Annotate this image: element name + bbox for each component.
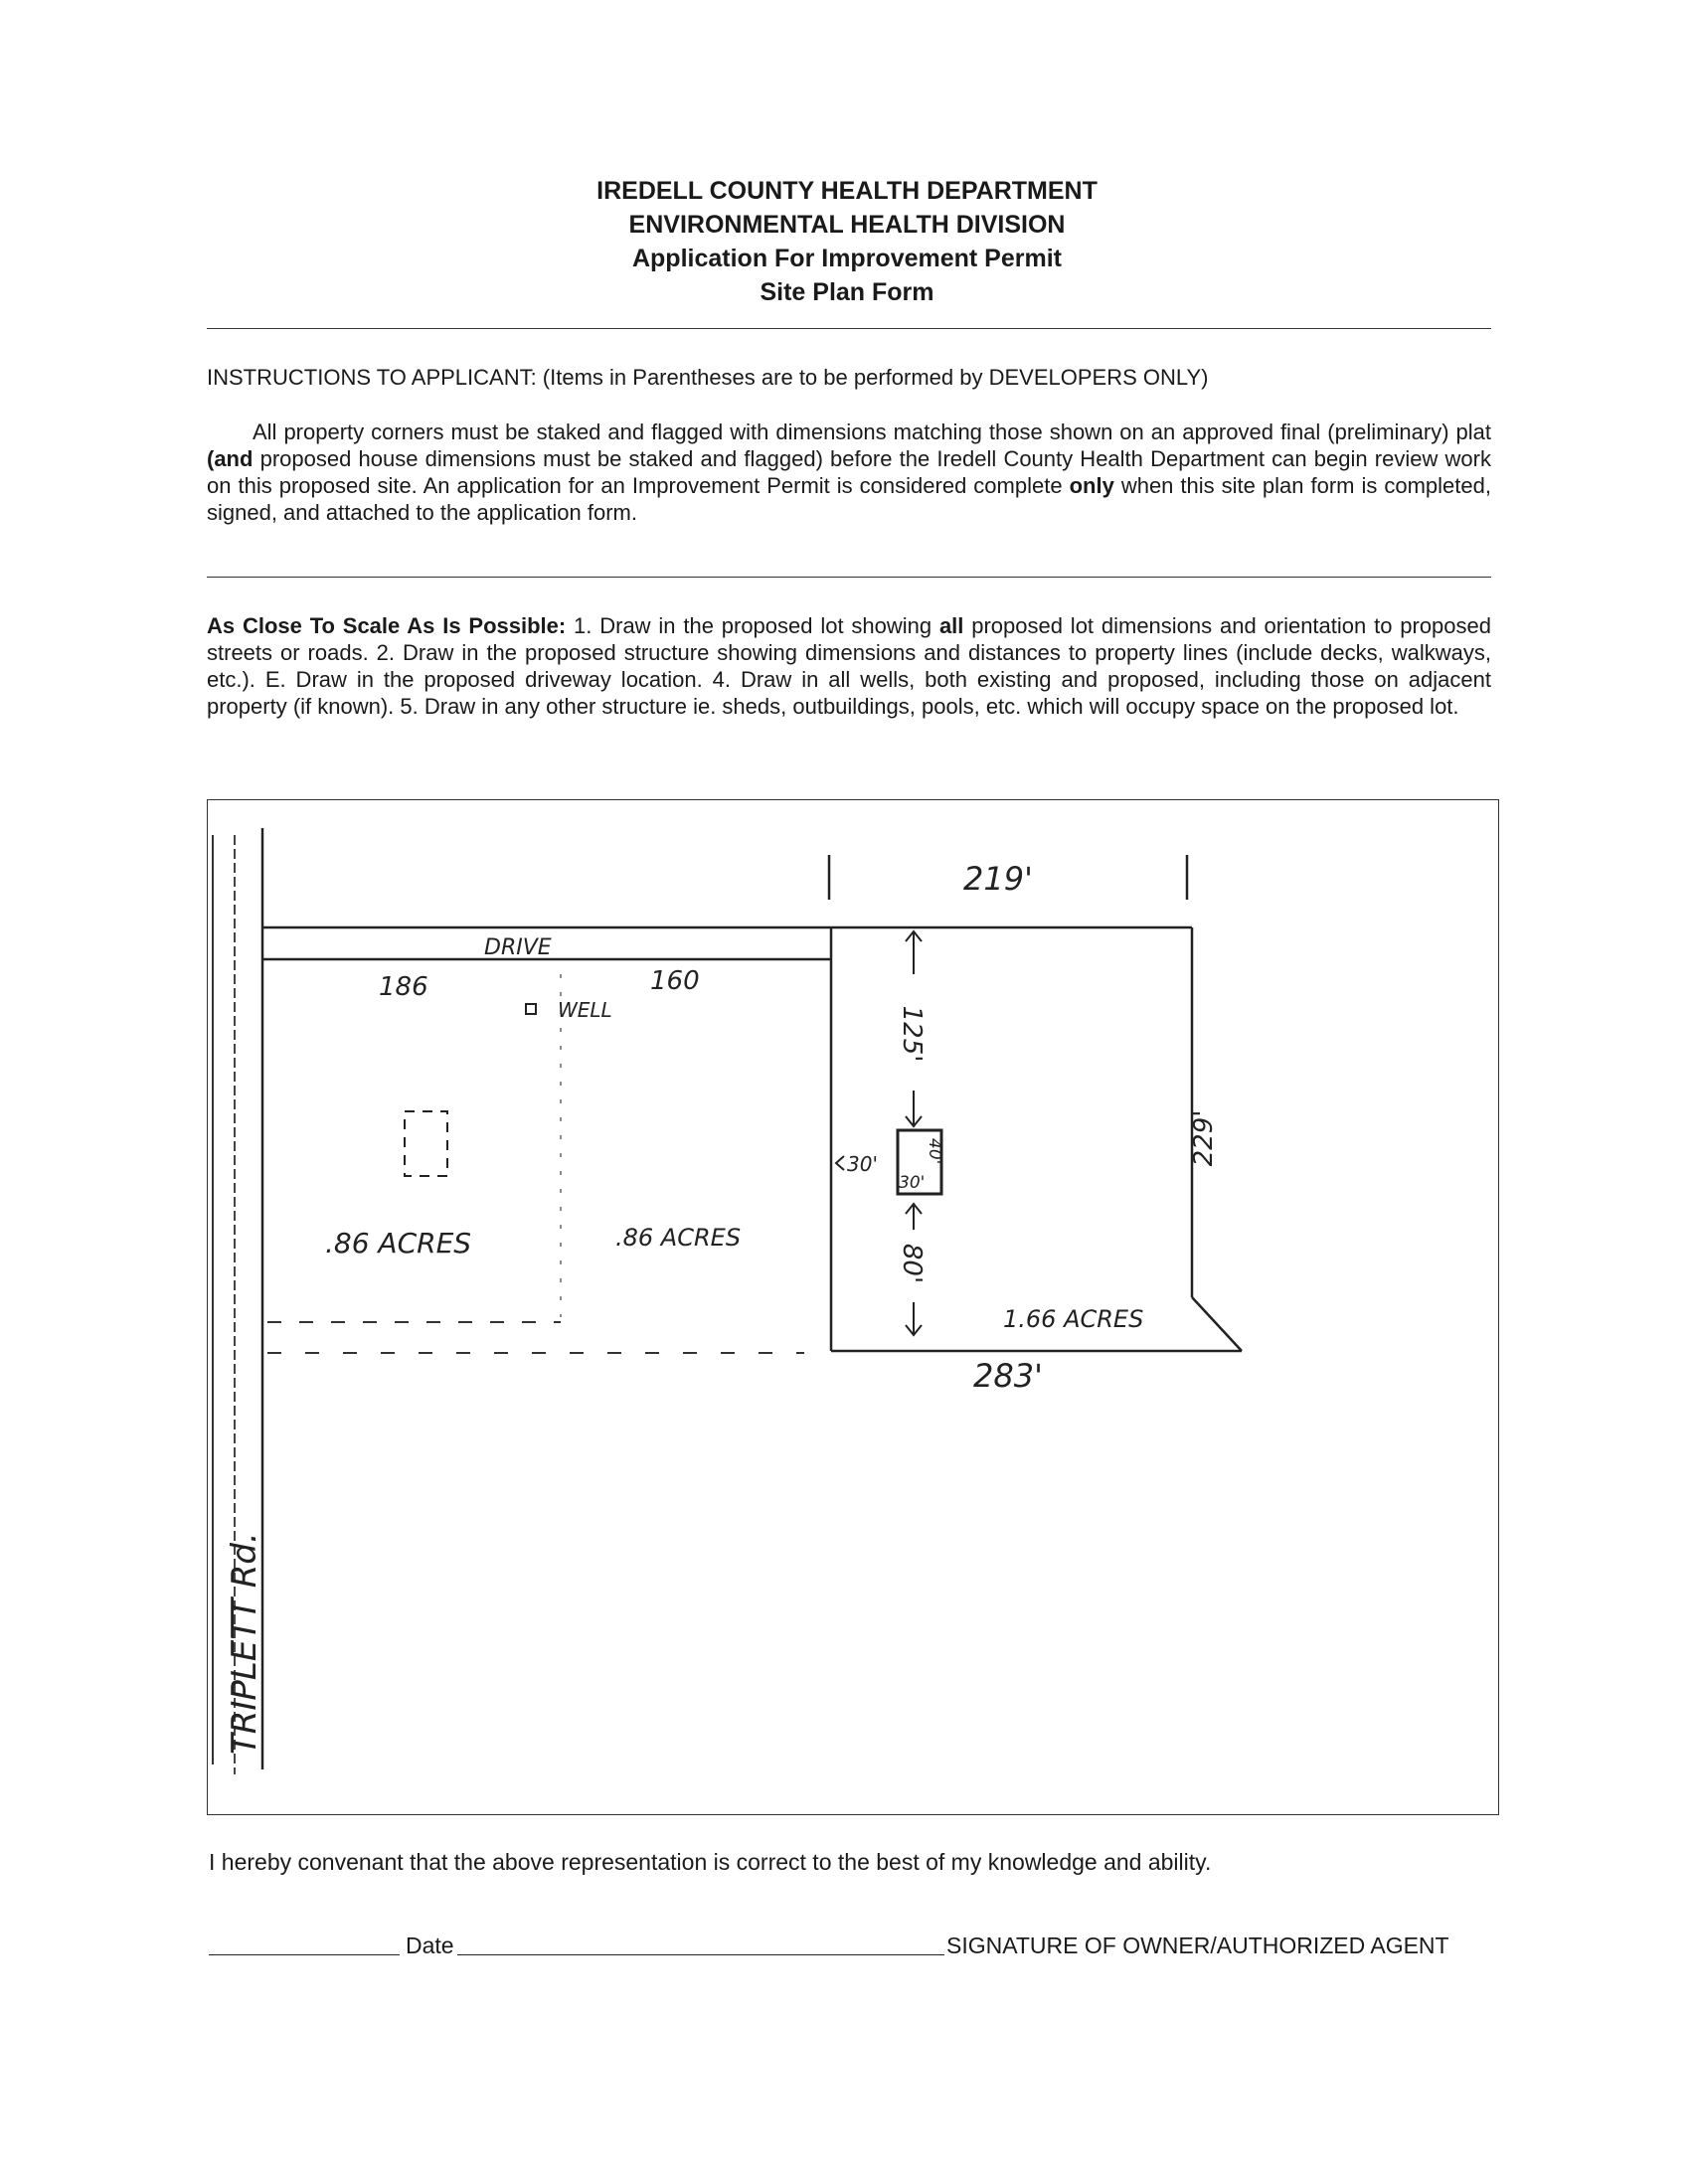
date-field[interactable]: [209, 1932, 400, 1955]
dim-283: 283': [973, 1357, 1043, 1395]
dim-125: 125': [897, 1005, 927, 1063]
department-title: IREDELL COUNTY HEALTH DEPARTMENT: [596, 177, 1098, 205]
dim-80: 80': [897, 1243, 927, 1284]
divider: [207, 328, 1491, 329]
dim-186: 186: [379, 972, 428, 1002]
scale-text-2: proposed lot dimensions and orientation to proposed streets or roads. 2. Draw in the proposed structure showing dimensions and distances to property lines (include decks, walkways, etc.). E. Draw in the proposed driveway location. 4. Draw in all wells, both existing and proposed, including those on adjacent property (if known). 5. Draw in any other structure ie. sheds, outbuildings, pools, etc. which will occupy space on the proposed lot.: [207, 613, 1491, 719]
instructions-heading: INSTRUCTIONS TO APPLICANT: (Items in Parentheses are to be performed by DEVELOPERS ONLY): [207, 365, 1209, 390]
date-label: Date: [406, 1932, 454, 1958]
scale-text-1: 1. Draw in the proposed lot showing: [566, 613, 939, 638]
form-title: Application For Improvement Permit: [631, 245, 1062, 272]
form-subtitle: Site Plan Form: [760, 278, 934, 306]
site-plan-box: [207, 799, 1499, 1815]
dim-30-side: 30': [847, 1152, 878, 1176]
scale-lead: As Close To Scale As Is Possible:: [207, 613, 567, 638]
signature-label: SIGNATURE OF OWNER/AUTHORIZED AGENT: [946, 1932, 1449, 1958]
instructions-text-2: proposed house dimensions must be staked and flagged) before the Iredell County Health Department can begin review work on this proposed site. An application for an Improvement Permit is considered complete: [207, 446, 1491, 498]
road-label: TRIPLETT Rd.: [225, 1532, 264, 1755]
site-plan-drawing: [208, 800, 1500, 1816]
instructions-and: (and: [207, 446, 254, 471]
signature-field[interactable]: [457, 1932, 944, 1955]
existing-structure-outline: [405, 1111, 447, 1176]
arrow-left-icon: [836, 1156, 844, 1170]
instructions-paragraph: [207, 419, 1491, 526]
form-header: [0, 174, 1694, 309]
instructions-text-3: when this site plan form is completed, signed, and attached to the application form.: [207, 473, 1491, 525]
instructions-only: only: [1069, 473, 1114, 498]
divider: [207, 577, 1491, 578]
well-icon: [526, 1004, 536, 1014]
scale-all: all: [938, 613, 964, 638]
acres-left: .86 ACRES: [325, 1227, 472, 1260]
acres-right: 1.66 ACRES: [1003, 1305, 1144, 1333]
dim-160: 160: [650, 966, 700, 996]
dim-219: 219': [963, 860, 1033, 898]
instructions-text-1: All property corners must be staked and flagged with dimensions matching those shown on an approved final (preliminary) plat: [253, 420, 1491, 444]
house-width: 30': [899, 1173, 926, 1193]
acres-mid: .86 ACRES: [615, 1224, 742, 1252]
division-title: ENVIRONMENTAL HEALTH DIVISION: [628, 211, 1066, 239]
well-label: WELL: [558, 998, 612, 1022]
house-depth: 40': [925, 1138, 944, 1165]
scale-instructions: [207, 612, 1491, 720]
lot-corner-line: [1192, 1297, 1242, 1351]
certification-statement: I hereby convenant that the above representation is correct to the best of my knowledge and ability.: [209, 1849, 1212, 1875]
dim-229: 229': [1189, 1109, 1219, 1167]
drive-label: DRIVE: [484, 935, 552, 960]
